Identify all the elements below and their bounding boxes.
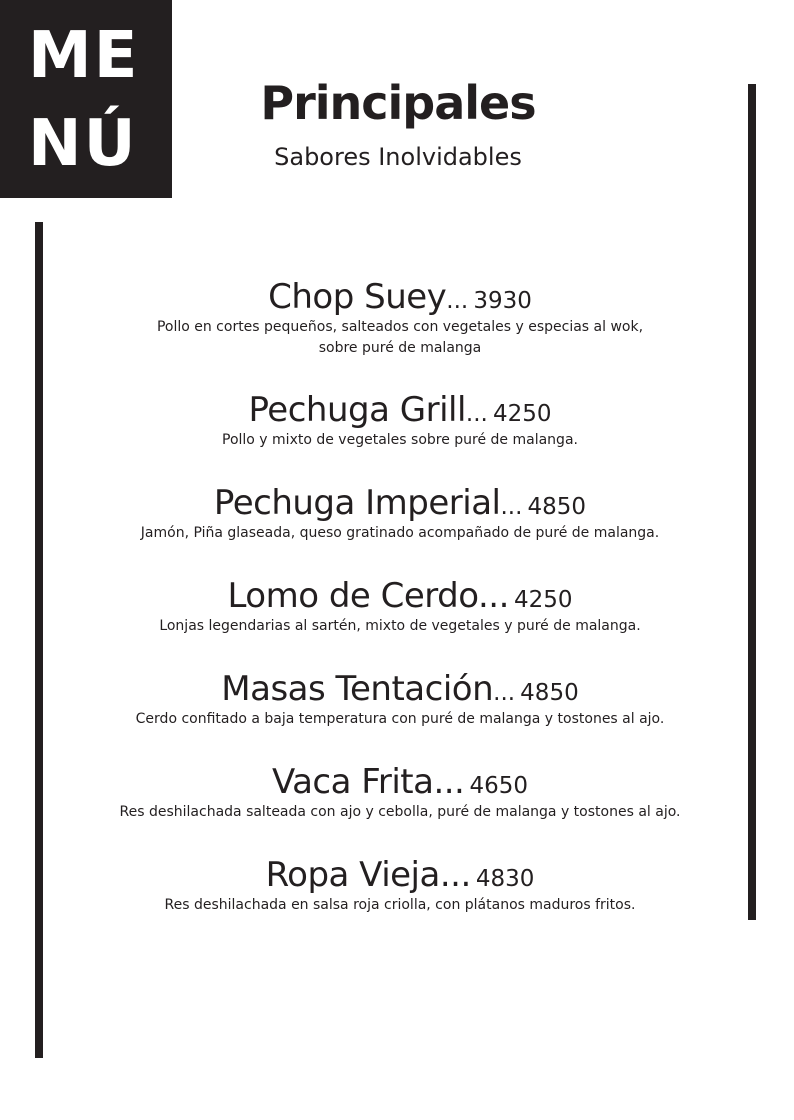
menu-item-description: Res deshilachada salteada con ajo y cebolla, puré de malanga y tostones al ajo. [119,803,681,820]
menu-item-heading [60,762,740,802]
menu-item-description: Lonjas legendarias al sartén, mixto de vegetales y puré de malanga. [159,617,641,634]
menu-item-ellipsis: ... [477,576,509,616]
page-title: Principales [260,76,536,130]
menu-item-name: Chop Suey [268,277,447,317]
menu-logo-block [0,0,172,198]
menu-item-price: 4650 [469,773,529,799]
menu-item-price: 4850 [520,680,579,706]
menu-item-name: Pechuga Grill [248,390,466,430]
menu-item [60,855,740,951]
menu-item-description: Pollo en cortes pequeños, salteados con vegetales y especias al wok, [156,318,644,335]
menu-item-price: 4250 [514,587,573,613]
menu-item-description: Cerdo confitado a baja temperatura con puré de malanga y tostones al ajo. [135,710,665,727]
menu-item [60,277,740,393]
menu-item-heading [60,390,740,430]
menu-item-ellipsis: ... [446,288,469,314]
menu-item-heading [60,576,740,616]
menu-item [60,576,740,672]
menu-item-description-continued: sobre puré de malanga [318,339,482,356]
menu-item-heading [60,483,740,523]
menu-item-ellipsis: ... [493,680,516,706]
menu-item-ellipsis: ... [500,494,523,520]
logo-text-line-2: NÚ [28,107,138,181]
menu-item [60,390,740,486]
menu-item-name: Lomo de Cerdo [227,576,478,616]
menu-item-price: 3930 [473,288,532,314]
menu-item-heading [60,277,740,317]
menu-list [60,277,740,951]
menu-item-price: 4850 [527,494,587,520]
menu-item-ellipsis: ... [465,401,488,427]
menu-item [60,669,740,765]
menu-item-description: Jamón, Piña glaseada, queso gratinado acompañado de puré de malanga. [140,524,660,541]
menu-item-price: 4250 [492,401,552,427]
menu-item [60,762,740,858]
left-vertical-rule [35,222,43,1058]
menu-item-ellipsis: ... [439,855,471,895]
menu-item-heading [60,855,740,895]
menu-item-name: Masas Tentación [221,669,494,709]
menu-item-description: Pollo y mixto de vegetales sobre puré de malanga. [222,431,578,448]
menu-item-price: 4830 [475,866,535,892]
menu-item-name: Vaca Frita [271,762,434,802]
menu-item [60,483,740,579]
menu-item-name: Ropa Vieja [265,855,440,895]
logo-text-line-1: ME [28,19,140,93]
right-vertical-rule [748,84,756,920]
page-subtitle: Sabores Inolvidables [274,143,522,171]
menu-item-name: Pechuga Imperial [213,483,501,523]
menu-item-ellipsis: ... [433,762,465,802]
menu-item-description: Res deshilachada en salsa roja criolla, con plátanos maduros fritos. [164,896,636,913]
menu-item-heading [60,669,740,709]
